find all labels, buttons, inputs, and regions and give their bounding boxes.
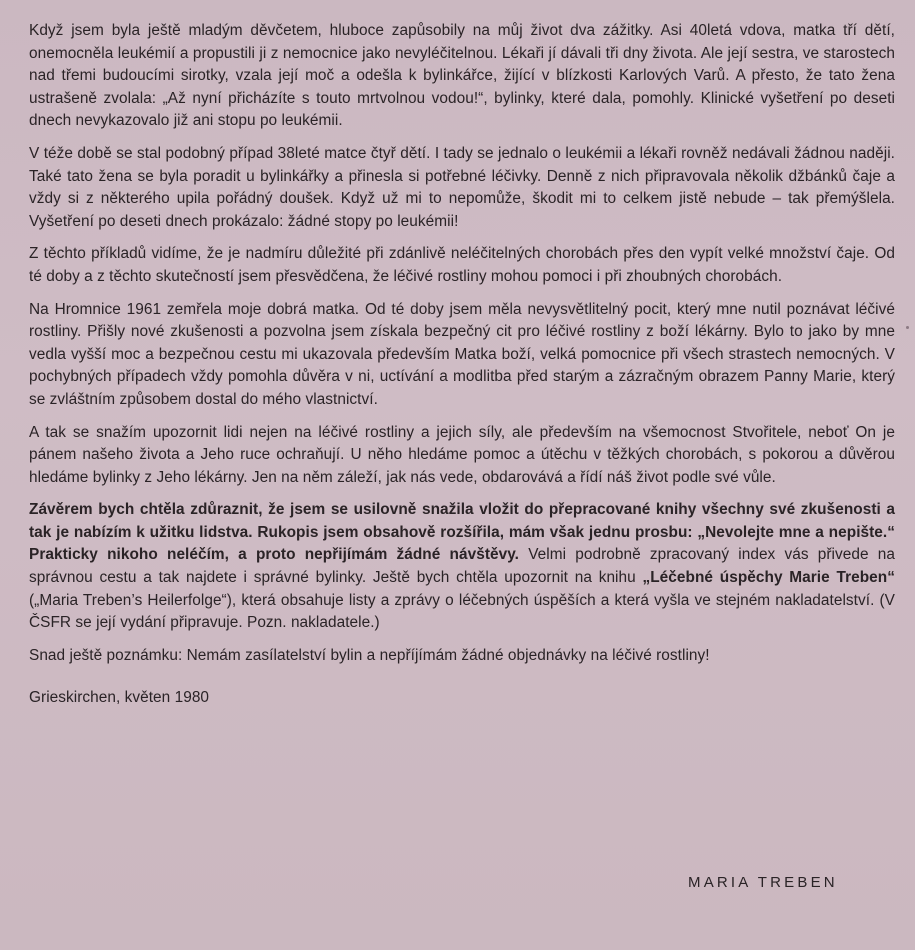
paragraph-1: Když jsem byla ještě mladým děvčetem, hluboce zapůsobily na můj život dva zážitky. Asi 40letá vdova, matka tří dětí, onemocněla leukémií a propustili ji z nemocnice jako nevyléčitelnou. Lékaři jí dávali tři dny života. Ale její sestra, ve starostech nad třemi budoucími sirotky, vzala její moč a odešla k bylinkářce, žijící v blízkosti Karlových Varů. A přesto, že tato žena ustrašeně zvolala: „Až nyní přicházíte s touto mrtvolnou vodou!“, bylinky, které dala, pomohly. Klinické vyšetření po deseti dnech nevykazovalo již ani stopu po leukémii. bbox=[29, 22, 895, 130]
paragraph-4: Na Hromnice 1961 zemřela moje dobrá matka. Od té doby jsem měla nevysvětlitelný pocit, který mne nutil poznávat léčivé rostliny. Přišly nové zkušenosti a pozvolna jsem získala bezpečný cit pro léčivé rostliny z boží lékárny. Bylo to jako by mne vedla vyšší moc a bezpečnou cestu mi ukazovala především Matka boží, velká pomocnice při všech strastech nemocných. V pochybných případech vždy pomohla důvěra v ni, uctívání a modlitba před starým a zázračným obrazem Panny Marie, který se zvláštním způsobem dostal do mého vlastnictví. bbox=[29, 300, 895, 408]
closing-emphasis: Závěrem bych chtěla zdůraznit, že jsem se usilovně snažila vložit do přepracované knihy všechny své zkušenosti a tak je nabízím k užitku lidstva. Rukopis jsem obsahově rozšířila, mám však jednu prosbu: „Nevolejte mne a nepište.“ Prakticky nikoho neléčím, a proto nepřijímám žádné návštěvy. bbox=[29, 501, 895, 564]
document-body bbox=[29, 20, 895, 720]
margin-mark bbox=[906, 326, 909, 329]
book-title: „Léčebné úspěchy Marie Treben“ bbox=[642, 569, 895, 587]
place-date: Grieskirchen, květen 1980 bbox=[29, 689, 210, 707]
paragraph-6-text-b: („Maria Treben’s Heilerfolge“), která obsahuje listy a zprávy o léčebných úspěších a která vyšla ve stejném nakladatelství. (V ČSFR se její vydání připravuje. Pozn. nakladatele.) bbox=[29, 591, 895, 632]
paragraph-6 bbox=[29, 499, 895, 635]
paragraph-5: A tak se snažím upozornit lidi nejen na léčivé rostliny a jejich síly, ale především na všemocnost Stvořitele, neboť On je pánem našeho života a Jeho ruce ochraňují. U něho hledáme pomoc a útěchu v těžkých chorobách, s pokorou a důvěrou hledáme bylinky z Jeho lékárny. Jen na něm záleží, jak nás vede, obdarovává a řídí náš život podle své vůle. bbox=[29, 423, 895, 486]
paragraph-6-text-a: Velmi podrobně zpracovaný index vás přivede na správnou cestu a tak najdete i správné bylinky. Ještě bych chtěla upozornit na knihu bbox=[29, 546, 895, 587]
author-signature: MARIA TREBEN bbox=[688, 874, 838, 891]
paragraph-2: V téže době se stal podobný případ 38leté matce čtyř dětí. I tady se jednalo o leukémii a lékaři rovněž nedávali žádnou naději. Také tato žena se byla poradit u bylinkářky a přinesla si potřebné léčivky. Denně z nich připravovala několik džbánků čaje a vždy si z některého upila pořádný doušek. Když už mi to nepomůže, škodit mi to celkem jistě nebude – tak přemýšlela. Vyšetření po deseti dnech prokázalo: žádné stopy po leukémii! bbox=[29, 144, 895, 230]
paragraph-7: Snad ještě poznámku: Nemám zasílatelství bylin a nepříjímám žádné objednávky na léčivé rostliny! bbox=[29, 646, 710, 664]
paragraph-3: Z těchto příkladů vidíme, že je nadmíru důležité při zdánlivě neléčitelných chorobách přes den vypít velké množství čaje. Od té doby a z těchto skutečností jsem přesvědčena, že léčivé rostliny mohou pomoci i při zhoubných chorobách. bbox=[29, 245, 895, 285]
